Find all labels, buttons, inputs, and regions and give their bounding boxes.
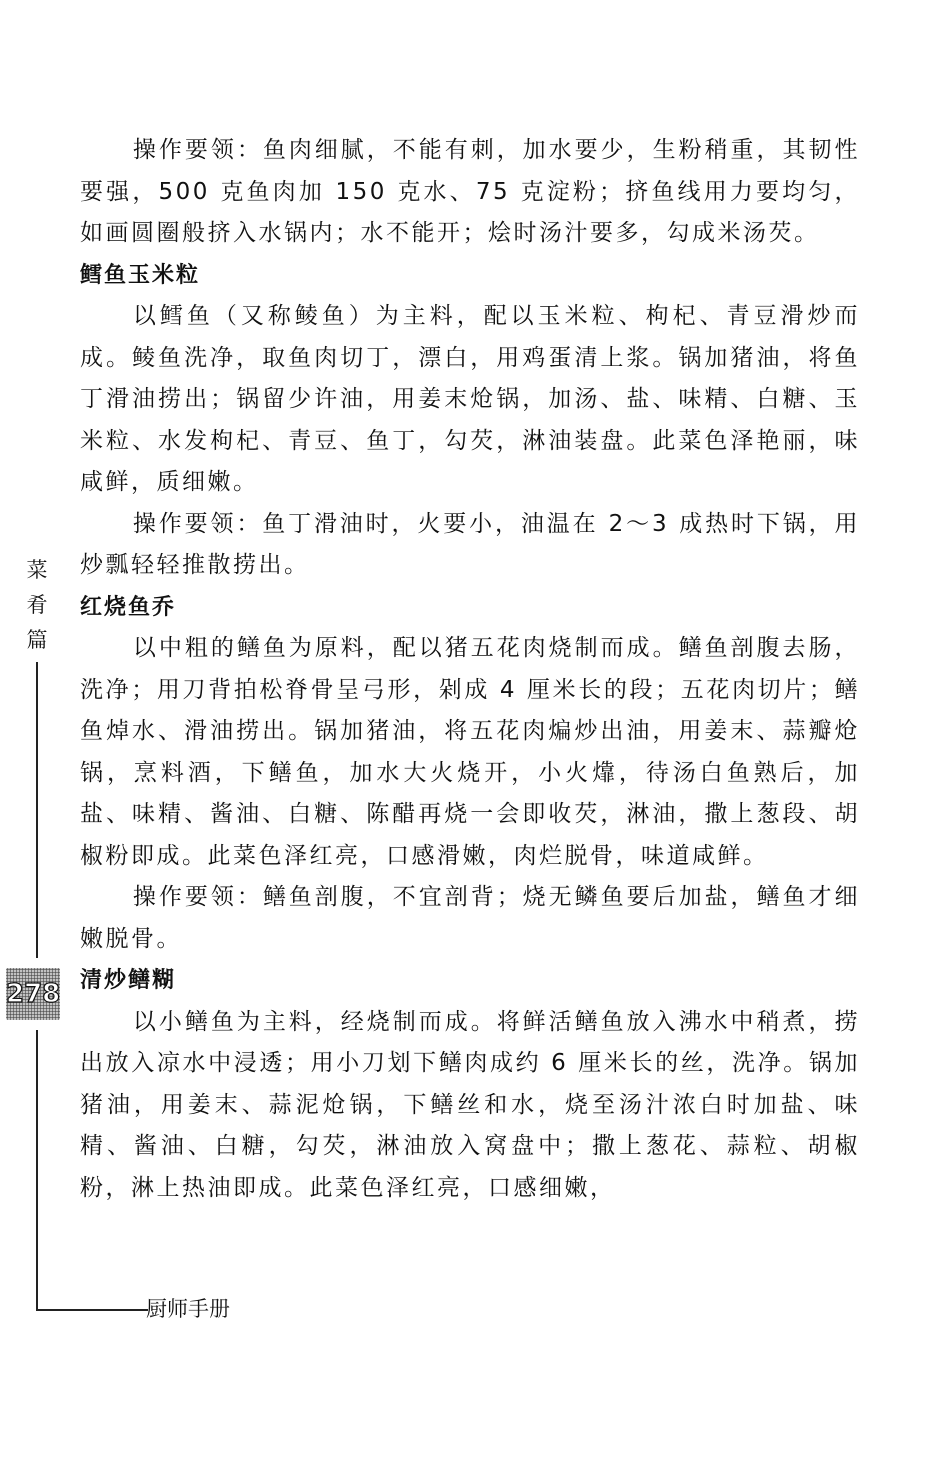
section-side-tab xyxy=(22,553,52,658)
dish-body-paragraph: 以小鳝鱼为主料，经烧制而成。将鲜活鳝鱼放入沸水中稍煮，捞出放入凉水中浸透；用小刀划下鳝肉成约 6 厘米长的丝，洗净。锅加猪油，用姜末、蒜泥炝锅，下鳝丝和水，烧至汤汁浓白时加盐、味精、酱油、白糖，勾芡，淋油放入窝盘中；撒上葱花、蒜粒、胡椒粉，淋上热油即成。此菜色泽红亮，口感细嫩， xyxy=(80,1008,860,1201)
dish-body-paragraph: 以鳕鱼（又称鲮鱼）为主料，配以玉米粒、枸杞、青豆滑炒而成。鲮鱼洗净，取鱼肉切丁，漂白，用鸡蛋清上浆。锅加猪油，将鱼丁滑油捞出；锅留少许油，用姜末炝锅，加汤、盐、味精、白糖、玉米粒、水发枸杞、青豆、鱼丁，勾芡，淋油装盘。此菜色泽艳丽，味咸鲜，质细嫩。 xyxy=(80,303,860,495)
dish-title: 红烧鱼乔 xyxy=(80,594,177,620)
side-tab-char: 肴 xyxy=(26,593,48,617)
footer-book-title: 厨师手册 xyxy=(146,1297,230,1321)
dish-title: 鳕鱼玉米粒 xyxy=(80,262,201,288)
page-number-badge xyxy=(6,968,60,1020)
page-content xyxy=(80,130,860,1209)
margin-rule-top xyxy=(36,662,38,958)
side-tab-char: 菜 xyxy=(26,558,48,582)
page-number: 278 xyxy=(6,979,61,1009)
dish-tip-paragraph: 操作要领：鳝鱼剖腹，不宜剖背；烧无鳞鱼要后加盐，鳝鱼才细嫩脱骨。 xyxy=(80,884,860,952)
footer-rule xyxy=(36,1309,148,1311)
margin-rule-bottom xyxy=(36,1030,38,1310)
dish-title: 清炒鳝糊 xyxy=(80,968,177,993)
dish-tip-paragraph: 操作要领：鱼丁滑油时，火要小，油温在 2～3 成热时下锅，用炒瓢轻轻推散捞出。 xyxy=(80,510,860,578)
side-tab-char: 篇 xyxy=(26,628,48,652)
intro-tip-paragraph: 操作要领：鱼肉细腻，不能有刺，加水要少，生粉稍重，其韧性要强，500 克鱼肉加 150 克水、75 克淀粉；挤鱼线用力要均匀，如画圆圈般挤入水锅内；水不能开；烩时汤汁要多，勾成米汤芡。 xyxy=(80,137,860,246)
dish-body-paragraph: 以中粗的鳝鱼为原料，配以猪五花肉烧制而成。鳝鱼剖腹去肠，洗净；用刀背拍松脊骨呈弓形，剁成 4 厘米长的段；五花肉切片；鳝鱼焯水、滑油捞出。锅加猪油，将五花肉煸炒出油，用姜末、蒜瓣炝锅，烹料酒，下鳝鱼，加水大火烧开，小火㸆，待汤白鱼熟后，加盐、味精、酱油、白糖、陈醋再烧一会即收芡，淋油，撒上葱段、胡椒粉即成。此菜色泽红亮，口感滑嫩，肉烂脱骨，味道咸鲜。 xyxy=(80,635,860,869)
